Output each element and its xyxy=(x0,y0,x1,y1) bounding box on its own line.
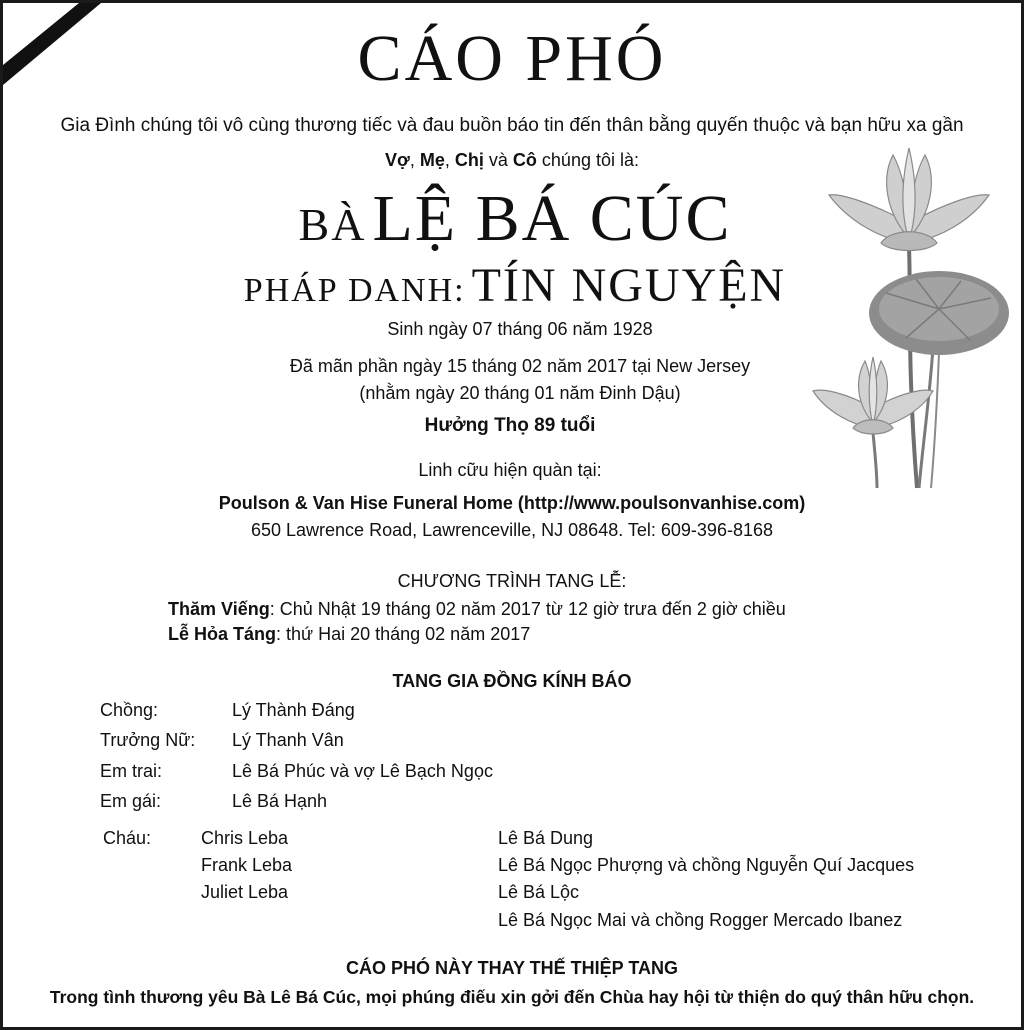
family-names: Lê Bá Phúc và vợ Lê Bạch Ngọc xyxy=(232,761,493,781)
relation-aunt: Cô xyxy=(512,150,537,170)
program-cremation xyxy=(168,624,530,645)
grandchild-name: Lê Bá Ngọc Mai và chồng Rogger Mercado Ibanez xyxy=(498,910,903,930)
funeral-home-address: 650 Lawrence Road, Lawrenceville, NJ 08648. Tel: 609-396-8168 xyxy=(250,520,773,540)
family-role: Em gái: xyxy=(100,791,162,811)
grandchild-name: Juliet Leba xyxy=(201,882,289,902)
family-role: Em trai: xyxy=(100,761,163,781)
family-names: Lý Thanh Vân xyxy=(232,730,344,750)
birth-date: Sinh ngày 07 tháng 06 năm 1928 xyxy=(387,319,653,339)
program-heading: CHƯƠNG TRÌNH TANG LỄ: xyxy=(397,571,627,591)
family-names: Lý Thành Đáng xyxy=(232,700,355,720)
family-heading: TANG GIA ĐỒNG KÍNH BÁO xyxy=(392,671,632,691)
funeral-home-lead: Linh cữu hiện quàn tại: xyxy=(418,460,602,480)
age-text: Hưởng Thọ 89 tuổi xyxy=(424,415,596,436)
grandchild-name: Lê Bá Dung xyxy=(498,828,594,848)
relation-line: Vợ, Mẹ, Chị và Cô chúng tôi là: xyxy=(385,150,639,170)
footer-heading: CÁO PHÓ NÀY THAY THẾ THIỆP TANG xyxy=(345,958,679,978)
visit-label: Thăm Viếng xyxy=(168,599,270,619)
grandchild-name: Lê Bá Lộc xyxy=(498,882,580,902)
grandchild-name: Chris Leba xyxy=(201,828,289,848)
family-role: Trưởng Nữ: xyxy=(100,730,196,750)
relation-mother: Mẹ xyxy=(419,150,445,170)
dharma-prefix: PHÁP DANH: xyxy=(243,272,466,309)
relation-sister: Chị xyxy=(454,150,484,170)
visit-text: : Chủ Nhật 19 tháng 02 năm 2017 từ 12 giờ trưa đến 2 giờ chiều xyxy=(269,599,786,619)
family-names: Lê Bá Hạnh xyxy=(232,791,328,811)
lunar-date: (nhằm ngày 20 tháng 01 năm Đinh Dậu) xyxy=(359,383,681,403)
grandchild-name: Lê Bá Ngọc Phượng và chồng Nguyễn Quí Jacques xyxy=(498,855,915,875)
grandchild-name: Frank Leba xyxy=(201,855,293,875)
program-visit xyxy=(168,599,786,620)
family-role: Chồng: xyxy=(100,700,159,720)
footer-text: Trong tình thương yêu Bà Lê Bá Cúc, mọi phúng điếu xin gởi đến Chùa hay hội từ thiện do quý thân hữu chọn. xyxy=(49,987,975,1007)
deceased-prefix: BÀ xyxy=(298,199,367,250)
funeral-home-name: Poulson & Van Hise Funeral Home (http://www.poulsonvanhise.com) xyxy=(218,493,806,513)
death-date: Đã mãn phần ngày 15 tháng 02 năm 2017 tại New Jersey xyxy=(289,356,751,376)
relation-and: và xyxy=(488,150,508,170)
relation-wife: Vợ xyxy=(385,150,410,170)
intro-text: Gia Đình chúng tôi vô cùng thương tiếc và đau buồn báo tin đến thân bằng quyến thuộc và bạn hữu xa gần xyxy=(60,115,964,136)
dharma-full-name: TÍN NGUYỆN xyxy=(471,259,787,312)
notice-title: CÁO PHÓ xyxy=(357,22,667,95)
grandchildren-label: Cháu: xyxy=(103,828,152,848)
cremation-label: Lễ Hỏa Táng xyxy=(168,624,277,644)
relation-suffix: chúng tôi là: xyxy=(541,150,639,170)
deceased-full-name: LỆ BÁ CÚC xyxy=(372,182,732,255)
lotus-flower-icon xyxy=(811,143,1011,493)
cremation-text: : thứ Hai 20 tháng 02 năm 2017 xyxy=(276,624,531,644)
